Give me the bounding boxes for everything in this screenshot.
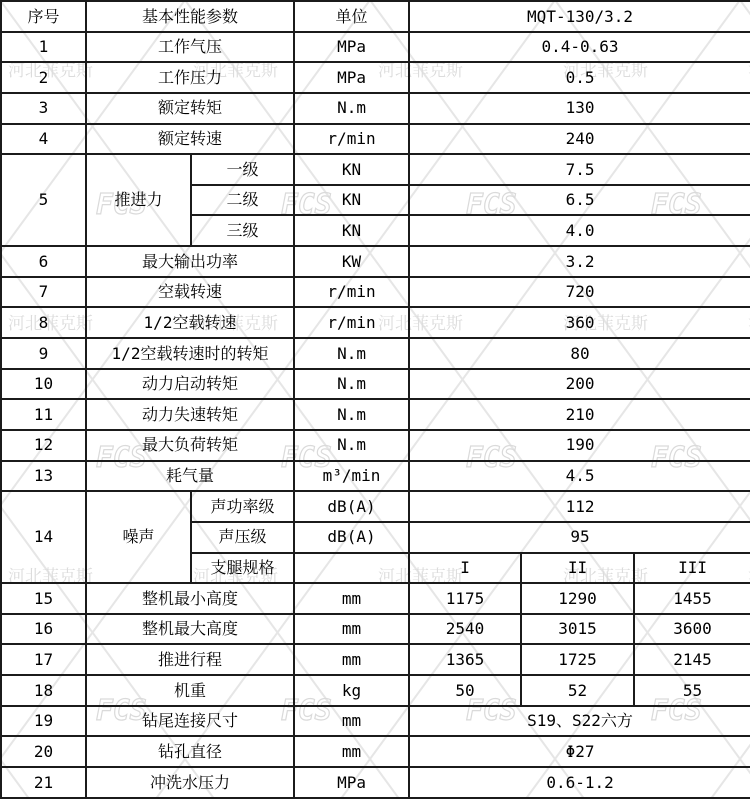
cell-unit: mm: [294, 644, 409, 675]
cell-no: 2: [1, 62, 86, 93]
cell-unit-empty: [294, 553, 409, 584]
cell-unit: dB(A): [294, 522, 409, 553]
cell-no: 5: [1, 154, 86, 246]
cell-value-2: 3015: [521, 614, 634, 645]
cell-no: 13: [1, 461, 86, 492]
cell-unit: kg: [294, 675, 409, 706]
cell-param: 冲洗水压力: [86, 767, 294, 798]
cell-value-3: 2145: [634, 644, 750, 675]
row-12: [1, 430, 750, 461]
cell-no: 8: [1, 307, 86, 338]
row-13: [1, 461, 750, 492]
row-5-stage-1: [1, 154, 750, 185]
row-21: [1, 767, 750, 798]
cell-sub-label: 三级: [191, 215, 294, 246]
cell-unit: mm: [294, 736, 409, 767]
cell-value-1: 1365: [409, 644, 521, 675]
cell-value-1: 2540: [409, 614, 521, 645]
cell-param: 钻尾连接尺寸: [86, 706, 294, 737]
cell-value-2: 1290: [521, 583, 634, 614]
cell-leg-2: II: [521, 553, 634, 584]
cell-value-1: 1175: [409, 583, 521, 614]
cell-unit: mm: [294, 583, 409, 614]
cell-param: 最大输出功率: [86, 246, 294, 277]
cell-value: S19、S22六方: [409, 706, 750, 737]
cell-unit: r/min: [294, 307, 409, 338]
cell-sub-label: 一级: [191, 154, 294, 185]
cell-param: 整机最大高度: [86, 614, 294, 645]
header-no: 序号: [1, 1, 86, 32]
cell-param: 1/2空载转速时的转矩: [86, 338, 294, 369]
cell-param: 空载转速: [86, 277, 294, 308]
cell-unit: mm: [294, 614, 409, 645]
cell-value: 3.2: [409, 246, 750, 277]
row-18: [1, 675, 750, 706]
cell-value: 95: [409, 522, 750, 553]
cell-sub-label: 声功率级: [191, 491, 294, 522]
cell-leg-1: I: [409, 553, 521, 584]
header-unit: 单位: [294, 1, 409, 32]
cell-leg-3: III: [634, 553, 750, 584]
cell-value: 6.5: [409, 185, 750, 216]
cell-value: 112: [409, 491, 750, 522]
header-row: [1, 1, 750, 32]
cell-value: 80: [409, 338, 750, 369]
row-11: [1, 399, 750, 430]
row-8: [1, 307, 750, 338]
cell-unit: KN: [294, 185, 409, 216]
cell-param: 工作压力: [86, 62, 294, 93]
cell-unit: MPa: [294, 62, 409, 93]
cell-unit: mm: [294, 706, 409, 737]
cell-value: 720: [409, 277, 750, 308]
cell-unit: KN: [294, 215, 409, 246]
cell-unit: m³/min: [294, 461, 409, 492]
cell-sub-label: 声压级: [191, 522, 294, 553]
cell-param: 动力启动转矩: [86, 369, 294, 400]
row-6: [1, 246, 750, 277]
cell-unit: N.m: [294, 399, 409, 430]
row-4: [1, 124, 750, 155]
row-17: [1, 644, 750, 675]
cell-no: 3: [1, 93, 86, 124]
row-3: [1, 93, 750, 124]
cell-value-3: 55: [634, 675, 750, 706]
cell-value: 7.5: [409, 154, 750, 185]
cell-value: 240: [409, 124, 750, 155]
cell-unit: N.m: [294, 338, 409, 369]
cell-no: 10: [1, 369, 86, 400]
cell-value-1: 50: [409, 675, 521, 706]
cell-no: 16: [1, 614, 86, 645]
cell-value: 0.6-1.2: [409, 767, 750, 798]
cell-unit: dB(A): [294, 491, 409, 522]
cell-value-3: 3600: [634, 614, 750, 645]
cell-param-noise: 噪声: [86, 491, 191, 583]
cell-no: 12: [1, 430, 86, 461]
cell-no: 19: [1, 706, 86, 737]
cell-param: 机重: [86, 675, 294, 706]
row-10: [1, 369, 750, 400]
cell-param-thrust: 推进力: [86, 154, 191, 246]
cell-value: 0.5: [409, 62, 750, 93]
cell-unit: r/min: [294, 277, 409, 308]
cell-no: 18: [1, 675, 86, 706]
header-param: 基本性能参数: [86, 1, 294, 32]
cell-unit: N.m: [294, 369, 409, 400]
cell-param: 最大负荷转矩: [86, 430, 294, 461]
cell-unit: N.m: [294, 93, 409, 124]
cell-no: 11: [1, 399, 86, 430]
cell-param: 1/2空载转速: [86, 307, 294, 338]
cell-no: 6: [1, 246, 86, 277]
row-19: [1, 706, 750, 737]
cell-value: Φ27: [409, 736, 750, 767]
cell-value: 360: [409, 307, 750, 338]
cell-param: 额定转速: [86, 124, 294, 155]
cell-no: 20: [1, 736, 86, 767]
cell-param: 额定转矩: [86, 93, 294, 124]
cell-param: 动力失速转矩: [86, 399, 294, 430]
cell-value-2: 52: [521, 675, 634, 706]
cell-value: 200: [409, 369, 750, 400]
cell-no: 1: [1, 32, 86, 63]
row-1: [1, 32, 750, 63]
cell-value: 4.0: [409, 215, 750, 246]
cell-value-3: 1455: [634, 583, 750, 614]
cell-no: 15: [1, 583, 86, 614]
row-15: [1, 583, 750, 614]
cell-value: 190: [409, 430, 750, 461]
cell-value-2: 1725: [521, 644, 634, 675]
cell-value: 130: [409, 93, 750, 124]
cell-unit: KW: [294, 246, 409, 277]
cell-no: 9: [1, 338, 86, 369]
cell-sub-label: 支腿规格: [191, 553, 294, 584]
cell-unit: N.m: [294, 430, 409, 461]
cell-param: 推进行程: [86, 644, 294, 675]
cell-param: 钻孔直径: [86, 736, 294, 767]
cell-no: 14: [1, 491, 86, 583]
cell-no: 4: [1, 124, 86, 155]
cell-unit: MPa: [294, 32, 409, 63]
cell-value: 210: [409, 399, 750, 430]
cell-value: 0.4-0.63: [409, 32, 750, 63]
row-9: [1, 338, 750, 369]
header-model: MQT-130/3.2: [409, 1, 750, 32]
cell-param: 整机最小高度: [86, 583, 294, 614]
cell-no: 17: [1, 644, 86, 675]
cell-unit: MPa: [294, 767, 409, 798]
cell-no: 21: [1, 767, 86, 798]
cell-param: 耗气量: [86, 461, 294, 492]
cell-unit: KN: [294, 154, 409, 185]
row-20: [1, 736, 750, 767]
cell-sub-label: 二级: [191, 185, 294, 216]
row-16: [1, 614, 750, 645]
row-7: [1, 277, 750, 308]
cell-param: 工作气压: [86, 32, 294, 63]
row-14-sound-power: [1, 491, 750, 522]
cell-unit: r/min: [294, 124, 409, 155]
cell-value: 4.5: [409, 461, 750, 492]
cell-no: 7: [1, 277, 86, 308]
row-2: [1, 62, 750, 93]
